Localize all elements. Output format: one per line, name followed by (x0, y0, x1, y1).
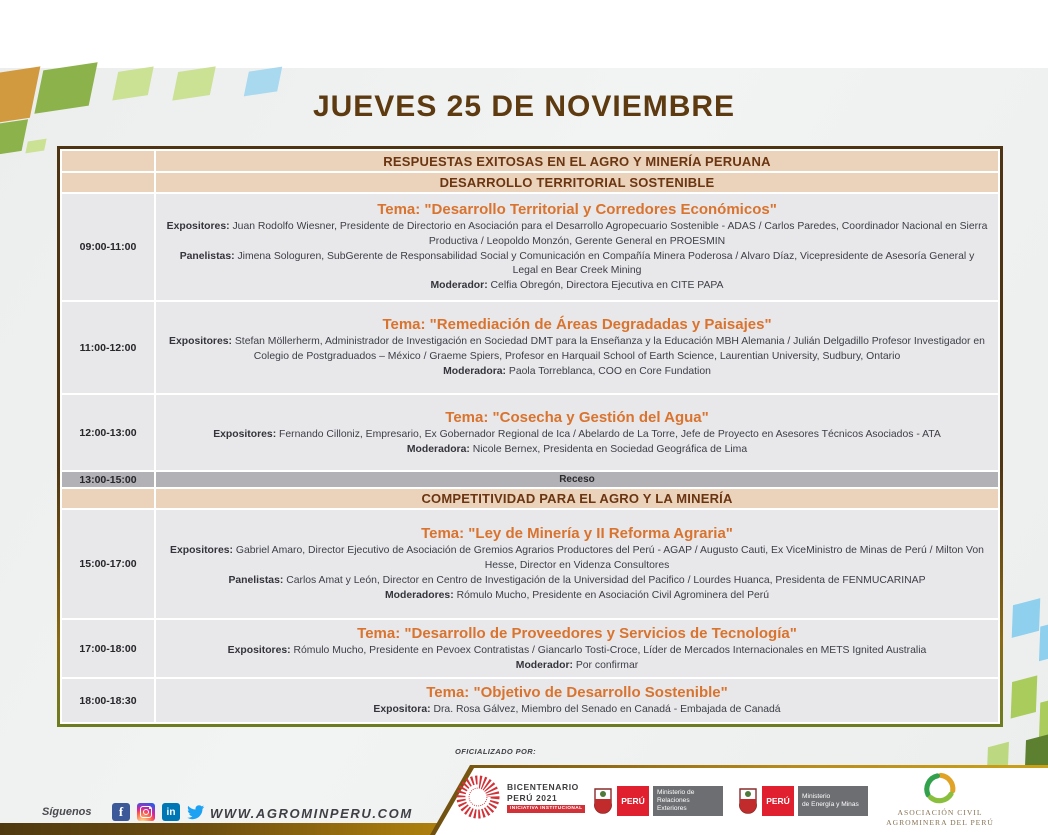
session-cell (156, 620, 998, 677)
facebook-icon[interactable] (112, 803, 130, 821)
time-cell: 11:00-12:00 (62, 302, 154, 393)
ministry-energia-logo (738, 786, 868, 816)
bicentenario-badge: INICIATIVA INSTITUCIONAL (507, 805, 585, 813)
ministry-name-line2: Relaciones Exteriores (657, 796, 690, 813)
peru-label: PERÚ (762, 786, 794, 816)
decor-parallelogram-blue (1039, 623, 1048, 661)
session-title: Tema: "Ley de Minería y II Reforma Agraria" (421, 525, 733, 543)
ministry-relaciones-logo (593, 786, 723, 816)
agromin-name-line2: AGROMINERA DEL PERÚ (886, 818, 994, 828)
session-cell (156, 679, 998, 722)
peru-coat-of-arms-icon (738, 787, 758, 815)
schedule-row (62, 173, 998, 192)
ministry-name-line2: de Energía y Minas (802, 801, 859, 808)
session-line: Expositores: Juan Rodolfo Wiesner, Presidente de Directorio en Asociación para el Desarrollo Agropecuario Sostenible - ADAS / Carlos Paredes, Coordinador Nacional en Sierra Productiva / Leopoldo Monzón, Gerente General en PROESMIN (166, 221, 988, 247)
session-line: Expositora: Dra. Rosa Gálvez, Miembro del Senado en Canadá - Embajada de Canadá (373, 704, 781, 716)
ministry-name (653, 786, 723, 816)
ministry-name (798, 786, 868, 816)
schedule-rows (62, 151, 998, 722)
bicentenario-logo (455, 774, 585, 820)
schedule-row (62, 395, 998, 470)
time-cell: 12:00-13:00 (62, 395, 154, 470)
peru-coat-of-arms-icon (593, 787, 613, 815)
facebook-glyph: f (118, 804, 124, 819)
time-cell: 17:00-18:00 (62, 620, 154, 677)
agromin-logo (885, 772, 995, 829)
session-cell (156, 302, 998, 393)
time-cell: 18:00-18:30 (62, 679, 154, 722)
session-line: Expositores: Stefan Möllerherm, Administrador de Investigación en Sociedad DMT para la Enseñanza y la Educación MBH Alemania / Julián Delgadillo Profesor Investigador en Colegio de Postgraduados – México / Graeme Spiers, Profesor en Harquail School of Earth Science, Laurentian University, Sudbury, Ontario (169, 336, 985, 363)
schedule-table (57, 146, 1003, 727)
session-line: Moderadora: Paola Torreblanca, COO en Core Fundation (443, 365, 711, 377)
bicentenario-spiral-icon (455, 774, 501, 820)
oficializado-label: OFICIALIZADO POR: (455, 747, 536, 756)
time-cell: 15:00-17:00 (62, 510, 154, 618)
session-line: Panelistas: Jimena Sologuren, SubGerente de Responsabilidad Social y Comunicación en Compañía Minera Poderosa / Alvaro Díaz, Vicepresidente de Asesoría General y Legal en Bear Creek Mining (179, 250, 975, 277)
session-cell (156, 194, 998, 300)
break-cell: Receso (156, 472, 998, 487)
session-line: Moderadora: Nicole Bernex, Presidenta en Sociedad Geográfica de Lima (406, 443, 748, 455)
schedule-row (62, 620, 998, 677)
schedule-table-inner (60, 149, 1000, 724)
session-line: Expositores: Rómulo Mucho, Presidente en Pevoex Contratistas / Giancarlo Tosti-Croce, Líder de Mercados Internacionales en METS Ignited Australia (227, 644, 927, 656)
page-title: JUEVES 25 DE NOVIEMBRE (312, 90, 736, 123)
section-band: COMPETITIVIDAD PARA EL AGRO Y LA MINERÍA (156, 489, 998, 508)
session-title: Tema: "Cosecha y Gestión del Agua" (445, 408, 709, 426)
social-links (112, 803, 205, 821)
time-cell (62, 173, 154, 192)
instagram-camera-glyph (140, 806, 152, 818)
agromin-name (886, 808, 994, 829)
twitter-icon[interactable] (187, 803, 205, 821)
bicentenario-line2: PERÚ 2021 (507, 792, 558, 803)
schedule-row (62, 679, 998, 722)
session-line: Expositores: Fernando Cilloniz, Empresario, Ex Gobernador Regional de Ica / Abelardo de La Torre, Jefe de Proyecto en Asesores Técnicos Asociados - ATA (213, 428, 941, 440)
linkedin-glyph: in (166, 806, 176, 818)
ministry-name-line1: Ministerio de (657, 788, 695, 796)
session-title: Tema: "Objetivo de Desarrollo Sostenible" (426, 684, 728, 702)
time-cell: 13:00-15:00 (62, 472, 154, 487)
schedule-row (62, 510, 998, 618)
bicentenario-line1: BICENTENARIO (507, 781, 579, 792)
agromin-name-line1: ASOCIACIÓN CIVIL (897, 808, 983, 817)
website-link[interactable]: WWW.AGROMINPERU.COM (210, 806, 413, 821)
session-title: Tema: "Desarrollo de Proveedores y Servicios de Tecnología" (357, 624, 797, 642)
peru-label: PERÚ (617, 786, 649, 816)
session-cell (156, 395, 998, 470)
section-band: RESPUESTAS EXITOSAS EN EL AGRO Y MINERÍA PERUANA (156, 151, 998, 171)
session-line: Moderador: Celfia Obregón, Directora Ejecutiva en CITE PAPA (430, 280, 724, 292)
schedule-row (62, 302, 998, 393)
twitter-bird-glyph (187, 802, 205, 822)
session-title: Tema: "Remediación de Áreas Degradadas y Paisajes" (382, 316, 772, 334)
time-cell (62, 151, 154, 171)
siguenos-label: Síguenos (42, 806, 92, 818)
session-line: Expositores: Gabriel Amaro, Director Ejecutivo de Asociación de Gremios Agrarios Productores del Perú - AGAP / Augusto Cauti, Ex ViceMinistro de Minas de Perú / Milton Von Hesse, Director en Videnza Consultores (170, 545, 984, 572)
linkedin-icon[interactable] (162, 803, 180, 821)
ministry-name-line1: Ministerio (802, 792, 831, 800)
schedule-row (62, 489, 998, 508)
time-cell: 09:00-11:00 (62, 194, 154, 300)
instagram-icon[interactable] (137, 803, 155, 821)
decor-parallelogram-green (1039, 699, 1048, 737)
schedule-row (62, 194, 998, 300)
decor-parallelogram-lightgreen (1011, 675, 1038, 718)
agromin-circle-icon (923, 772, 957, 806)
session-title: Tema: "Desarrollo Territorial y Corredores Económicos" (377, 201, 777, 219)
session-line: Moderadores: Rómulo Mucho, Presidente en Asociación Civil Agrominera del Perú (384, 589, 770, 601)
schedule-row (62, 472, 998, 487)
section-band: DESARROLLO TERRITORIAL SOSTENIBLE (156, 173, 998, 192)
time-cell (62, 489, 154, 508)
schedule-row (62, 151, 998, 171)
session-line: Moderador: Por confirmar (515, 659, 639, 671)
session-cell (156, 510, 998, 618)
session-line: Panelistas: Carlos Amat y León, Director en Centro de Investigación de la Universidad del Pacifico / Lourdes Huanca, Presidenta de FENMUCARINAP (228, 575, 926, 586)
